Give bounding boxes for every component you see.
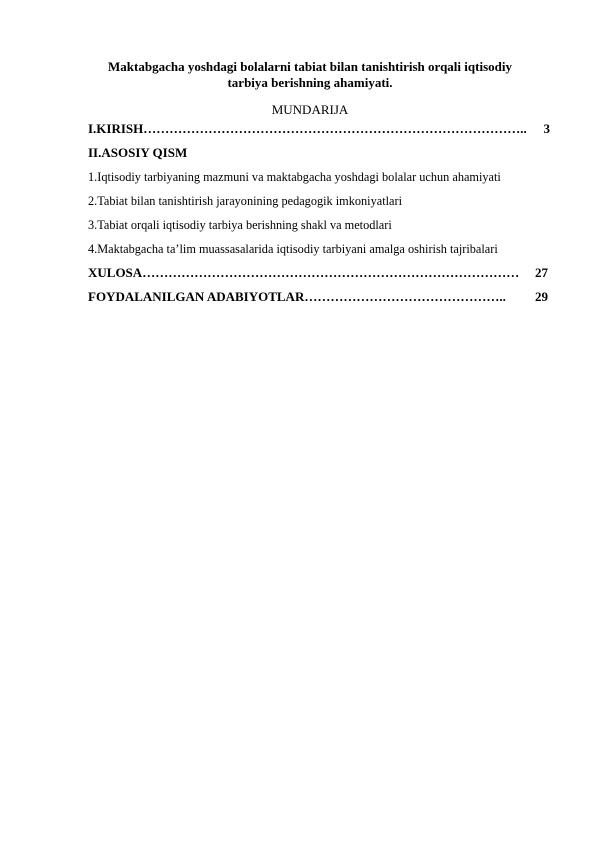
document-title-line-2: tarbiya berishning ahamiyati. bbox=[227, 75, 393, 90]
toc-heading: MUNDARIJA bbox=[271, 102, 349, 117]
toc-page-number: 3 bbox=[543, 121, 550, 136]
toc-leader-dots: ……………………………………….. bbox=[304, 289, 506, 304]
toc-subitem: 3.Tabiat orqali iqtisodiy tarbiya berishning shakl va metodlari bbox=[88, 218, 392, 232]
toc-subitem: 2.Tabiat bilan tanishtirish jarayonining pedagogik imkoniyatlari bbox=[88, 194, 403, 208]
toc-entry-references bbox=[88, 289, 548, 305]
document-title-line-1: Maktabgacha yoshdagi bolalarni tabiat bilan tanishtirish orqali iqtisodiy bbox=[108, 59, 512, 74]
toc-section-main: II.ASOSIY QISM bbox=[88, 145, 188, 160]
toc-entry-label: XULOSA bbox=[88, 265, 143, 280]
toc-leader-dots: …………………………………………………………………………….. bbox=[143, 121, 527, 136]
toc-leader-dots: …………………………………………………………………………… bbox=[142, 265, 520, 280]
toc-page-number: 27 bbox=[535, 265, 548, 280]
toc-subitem: 4.Maktabgacha ta’lim muassasalarida iqtisodiy tarbiyani amalga oshirish tajribalari bbox=[88, 242, 498, 256]
toc-subitem: 1.Iqtisodiy tarbiyaning mazmuni va maktabgacha yoshdagi bolalar uchun ahamiyati bbox=[88, 170, 501, 184]
toc-page-number: 29 bbox=[535, 289, 548, 304]
toc-entry-label: I.KIRISH bbox=[88, 121, 144, 136]
toc-entry-conclusion bbox=[88, 265, 548, 281]
toc-entry-intro bbox=[88, 121, 550, 137]
toc-entry-label: FOYDALANILGAN ADABIYOTLAR bbox=[88, 289, 305, 304]
